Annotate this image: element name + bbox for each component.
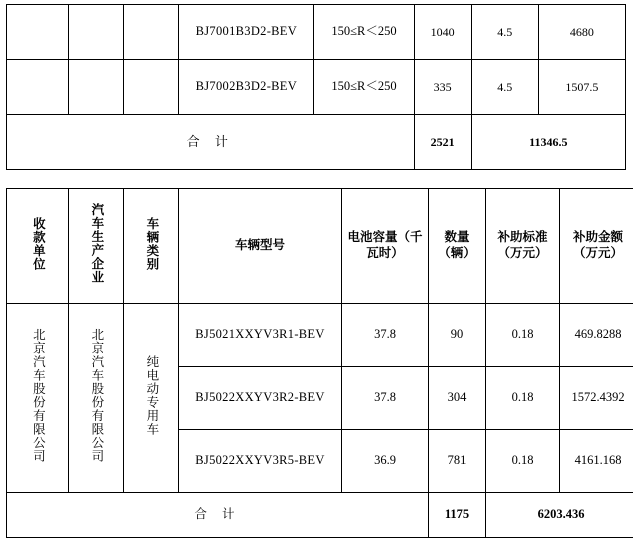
total-label: 合 计: [7, 493, 429, 538]
total-row: [7, 493, 633, 538]
subsidy-standard-cell: 0.18: [486, 430, 560, 493]
range-cell: 150≤R＜250: [314, 60, 414, 115]
vehicle-model-cell: BJ5022XXYV3R2-BEV: [179, 367, 342, 430]
manufacturer-cell: [69, 60, 124, 115]
payee-unit-text: 北京汽车股份有限公司: [30, 328, 46, 463]
vehicle-model-cell: BJ7002B3D2-BEV: [179, 60, 314, 115]
subsidy-amount-cell: 1507.5: [538, 60, 625, 115]
payee-unit-cell: [7, 60, 69, 115]
subsidy-table-continued: [6, 4, 626, 170]
header-manufacturer: [69, 189, 124, 304]
header-payee-unit-text: 收款单位: [30, 217, 46, 271]
vehicle-model-cell: BJ5022XXYV3R5-BEV: [179, 430, 342, 493]
subsidy-amount-cell: 4680: [538, 5, 625, 60]
quantity-cell: 304: [429, 367, 486, 430]
header-subsidy-standard: 补助标准（万元）: [486, 189, 560, 304]
vehicle-category-text: 纯电动专用车: [143, 355, 159, 436]
subsidy-standard-cell: 0.18: [486, 304, 560, 367]
header-subsidy-amount: 补助金额（万元）: [560, 189, 633, 304]
quantity-cell: 90: [429, 304, 486, 367]
payee-unit-cell: [7, 304, 69, 493]
vehicle-model-cell: BJ5021XXYV3R1-BEV: [179, 304, 342, 367]
vehicle-category-cell: [124, 304, 179, 493]
quantity-cell: 1040: [414, 5, 471, 60]
vehicle-category-cell: [124, 60, 179, 115]
subsidy-standard-cell: 4.5: [471, 5, 538, 60]
header-payee-unit: [7, 189, 69, 304]
subsidy-standard-cell: 0.18: [486, 367, 560, 430]
subsidy-amount-cell: 4161.168: [560, 430, 633, 493]
header-vehicle-category-text: 车辆类别: [143, 217, 159, 271]
battery-capacity-cell: 37.8: [342, 367, 429, 430]
total-amount: 11346.5: [471, 115, 625, 170]
header-vehicle-model: 车辆型号: [179, 189, 342, 304]
quantity-cell: 335: [414, 60, 471, 115]
table-header-row: [7, 189, 633, 304]
subsidy-table-beiqi: [6, 188, 633, 538]
vehicle-category-cell: [124, 5, 179, 60]
header-manufacturer-text: 汽车生产企业: [88, 203, 104, 284]
vehicle-model-cell: BJ7001B3D2-BEV: [179, 5, 314, 60]
manufacturer-cell: [69, 304, 124, 493]
total-row: [7, 115, 626, 170]
total-quantity: 1175: [429, 493, 486, 538]
quantity-cell: 781: [429, 430, 486, 493]
subsidy-amount-cell: 469.8288: [560, 304, 633, 367]
subsidy-standard-cell: 4.5: [471, 60, 538, 115]
header-quantity: 数量（辆）: [429, 189, 486, 304]
table-row: [7, 5, 626, 60]
payee-unit-cell: [7, 5, 69, 60]
battery-capacity-cell: 36.9: [342, 430, 429, 493]
table-row: [7, 60, 626, 115]
total-label: 合 计: [7, 115, 415, 170]
range-cell: 150≤R＜250: [314, 5, 414, 60]
table-row: [7, 304, 633, 367]
subsidy-amount-cell: 1572.4392: [560, 367, 633, 430]
total-quantity: 2521: [414, 115, 471, 170]
manufacturer-cell: [69, 5, 124, 60]
header-vehicle-category: [124, 189, 179, 304]
total-amount: 6203.436: [486, 493, 633, 538]
header-battery-capacity: 电池容量（千瓦时）: [342, 189, 429, 304]
manufacturer-text: 北京汽车股份有限公司: [88, 328, 104, 463]
battery-capacity-cell: 37.8: [342, 304, 429, 367]
